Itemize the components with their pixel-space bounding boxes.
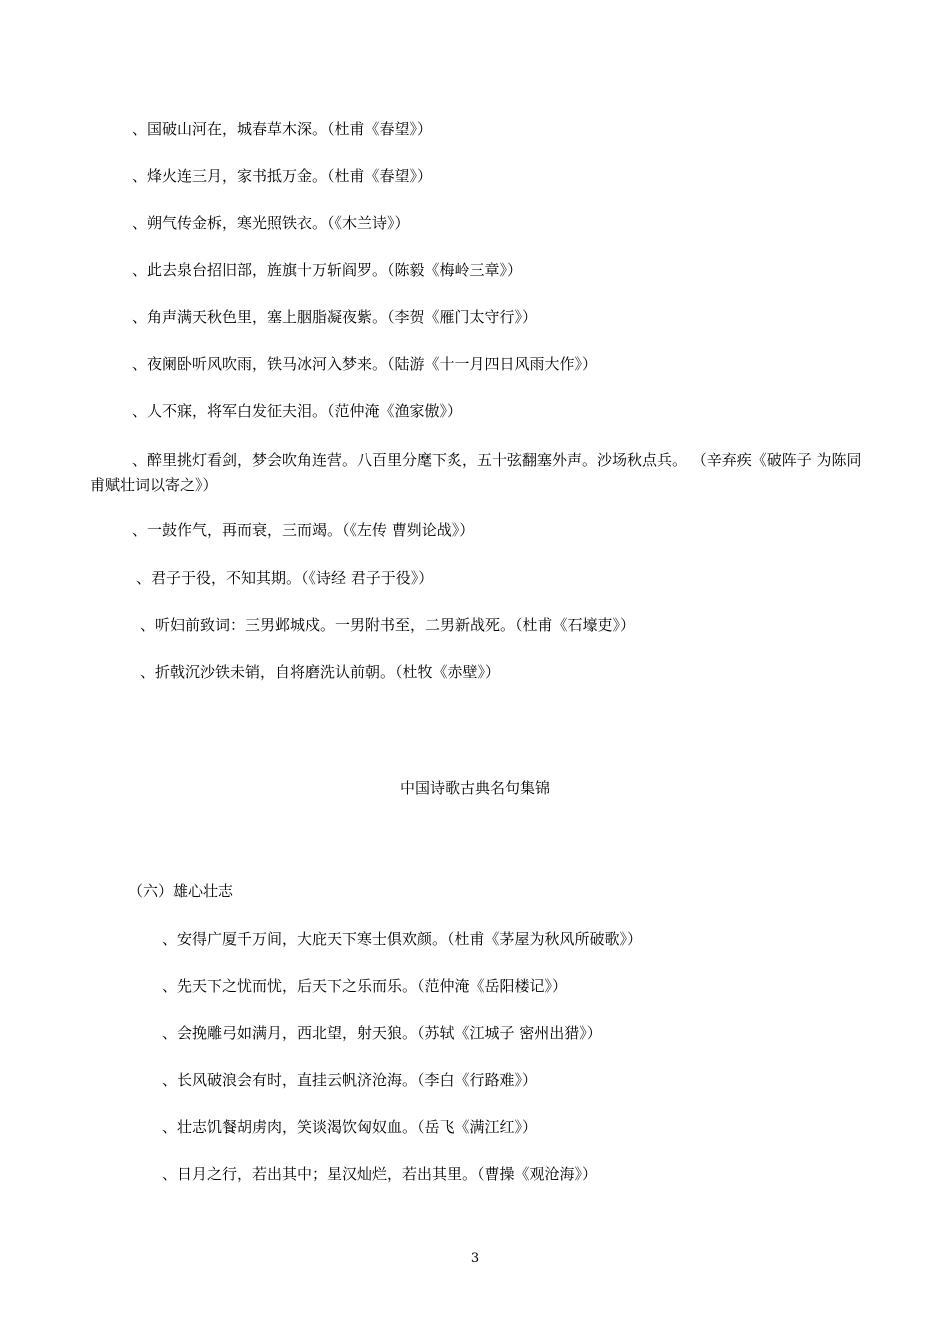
poem-line: 、先天下之忧而忧，后天下之乐而乐。（范仲淹《岳阳楼记》） (162, 977, 568, 995)
poem-line-wrapped: 、醉里挑灯看剑，梦会吹角连营。八百里分麾下炙，五十弦翻塞外声。沙场秋点兵。 （辛弃疾《破阵子 为陈同甫赋壮词以寄之》） (90, 451, 862, 494)
page-number: 3 (470, 1251, 480, 1266)
poem-line: 、夜阑卧听风吹雨，铁马冰河入梦来。（陆游《十一月四日风雨大作》） (132, 355, 598, 373)
poem-line: 、听妇前致词：三男邺城戍。一男附书至，二男新战死。（杜甫《石壕吏》） (140, 616, 636, 634)
poem-line: 、此去泉台招旧部，旌旗十万斩阎罗。（陈毅《梅岭三章》） (132, 261, 523, 279)
poem-line: 、朔气传金柝，寒光照铁衣。（《木兰诗》） (132, 214, 410, 232)
poem-line: 、国破山河在，城春草木深。（杜甫《春望》） (132, 120, 433, 138)
poem-line: 、折戟沉沙铁未销，自将磨洗认前朝。（杜牧《赤壁》） (140, 663, 501, 681)
poem-line: 、壮志饥餐胡虏肉，笑谈渴饮匈奴血。（岳飞《满江红》） (162, 1118, 538, 1136)
section-heading: （六）雄心壮志 (128, 882, 234, 900)
poem-line: 、会挽雕弓如满月，西北望，射天狼。（苏轼《江城子 密州出猎》） (162, 1024, 602, 1042)
poem-line: 、一鼓作气，再而衰，三而竭。（《左传 曹刿论战》） (132, 521, 475, 539)
poem-line: 、日月之行，若出其中；星汉灿烂，若出其里。（曹操《观沧海》） (162, 1165, 598, 1183)
poem-line: 、安得广厦千万间，大庇天下寒士俱欢颜。（杜甫《茅屋为秋风所破歌》） (162, 930, 643, 948)
poem-line: 、烽火连三月，家书抵万金。（杜甫《春望》） (132, 167, 433, 185)
poem-line: 、长风破浪会有时，直挂云帆济沧海。（李白《行路难》） (162, 1071, 538, 1089)
poem-line: 、人不寐，将军白发征夫泪。（范仲淹《渔家傲》） (132, 402, 463, 420)
document-title: 中国诗歌古典名句集锦 (399, 779, 550, 797)
poem-line: 、君子于役，不知其期。（《诗经 君子于役》） (136, 569, 434, 587)
poem-line: 、角声满天秋色里，塞上胭脂凝夜紫。（李贺《雁门太守行》） (132, 308, 538, 326)
